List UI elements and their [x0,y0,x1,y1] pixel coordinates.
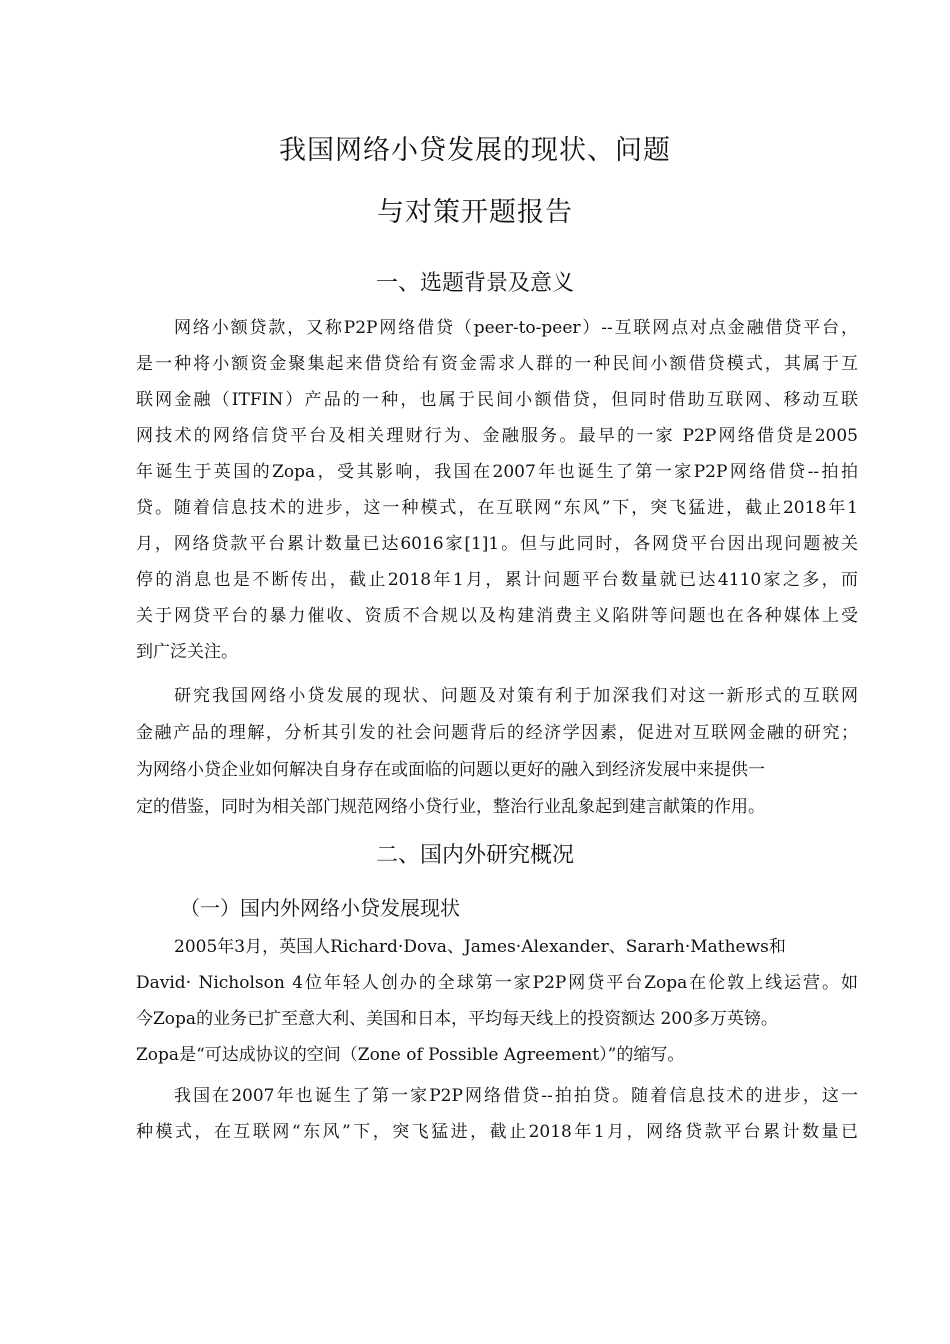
paragraph-line: 定的借鉴，同时为相关部门规范网络小贷行业，整治行业乱象起到建言献策的作用。 [136,797,765,817]
paragraph-line: 网络小额贷款，又称P2P网络借贷（peer-to-peer）--互联网点对点金融借贷平台， [174,318,858,338]
paragraph-line: 2005年3月，英国人Richard·Dova、James·Alexander、Sararh·Mathews和 [174,937,786,957]
paragraph-line: 种模式，在互联网“东风”下，突飞猛进，截止2018年1月，网络贷款平台累计数量已 [136,1122,858,1142]
document-title-line-2: 与对策开题报告 [377,197,573,228]
paragraph-line: 联网金融（ITFIN）产品的一种，也属于民间小额借贷，但同时借助互联网、移动互联 [136,390,858,410]
paragraph-line: 月，网络贷款平台累计数量已达6016家[1]1。但与此同时，各网贷平台因出现问题被关 [136,534,858,554]
paragraph-line: 到广泛关注。 [136,642,238,662]
paragraph-line: Zopa是“可达成协议的空间（Zone of Possible Agreement）”的缩写。 [136,1045,685,1065]
paragraph-line: 网技术的网络信贷平台及相关理财行为、金融服务。最早的一家 P2P网络借贷是2005 [136,426,858,446]
section-heading-research-overview: 二、国内外研究概况 [375,843,574,868]
paragraph-line: 研究我国网络小贷发展的现状、问题及对策有利于加深我们对这一新形式的互联网 [174,686,858,706]
paragraph-line: 年诞生于英国的Zopa，受其影响，我国在2007年也诞生了第一家P2P网络借贷--拍拍 [136,462,858,482]
paragraph-line: David· Nicholson 4位年轻人创办的全球第一家P2P网贷平台Zopa在伦敦上线运营。如 [136,973,858,993]
paragraph-line: 关于网贷平台的暴力催收、资质不合规以及构建消费主义陷阱等问题也在各种媒体上受 [136,606,858,626]
subsection-heading-development-status: （一）国内外网络小贷发展现状 [180,896,460,920]
paragraph-line: 金融产品的理解，分析其引发的社会问题背后的经济学因素，促进对互联网金融的研究； [136,723,858,743]
paragraph-line: 停的消息也是不断传出，截止2018年1月，累计问题平台数量就已达4110家之多，而 [136,570,858,590]
document-title-line-1: 我国网络小贷发展的现状、问题 [279,135,671,166]
section-heading-background: 一、选题背景及意义 [375,271,574,296]
paragraph-line: 是一种将小额资金聚集起来借贷给有资金需求人群的一种民间小额借贷模式，其属于互 [136,354,858,374]
paragraph-line: 贷。随着信息技术的进步，这一种模式，在互联网“东风”下，突飞猛进，截止2018年1 [136,498,858,518]
paragraph-line: 我国在2007年也诞生了第一家P2P网络借贷--拍拍贷。随着信息技术的进步，这一 [174,1086,858,1106]
paragraph-line: 为网络小贷企业如何解决自身存在或面临的问题以更好的融入到经济发展中来提供一 [136,760,765,780]
paragraph-line: 今Zopa的业务已扩至意大利、美国和日本，平均每天线上的投资额达 200多万英镑。 [136,1009,778,1029]
